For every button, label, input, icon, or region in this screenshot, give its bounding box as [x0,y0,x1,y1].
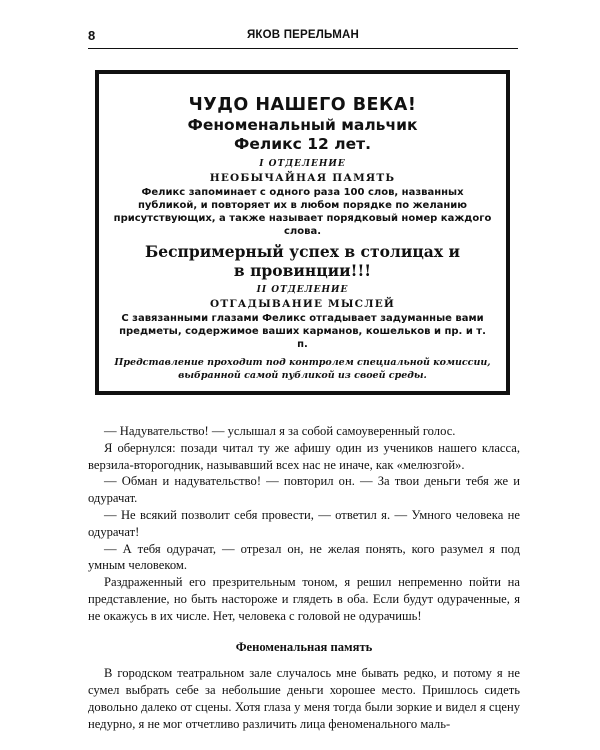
poster-note: Представление проходит под контролем специальной комиссии, выбранной самой публикой из своей среды. [114,357,491,381]
poster-section1-label: I ОТДЕЛЕНИЕ [259,159,346,169]
poster-success-line2: в провинции!!! [233,261,372,280]
poster-section1-body: Феликс запоминает с одного раза 100 слов, названных публикой, и повторяет их в любом порядке по желанию присутствующих, а также называет порядковый номер каждого слова. [113,187,492,237]
poster-section1-title: НЕОБЫЧАЙНАЯ ПАМЯТЬ [209,172,396,184]
paragraph: — Не всякий позволит себя провести, — ответил я. — Умного человека не одурачат! [88,507,520,539]
page-header [88,26,518,49]
poster-section2-title: ОТГАДЫВАНИЕ МЫСЛЕЙ [209,298,396,310]
poster-box [95,70,510,395]
page-number: 8 [88,28,96,43]
poster-subtitle-line1: Феноменальный мальчик [187,116,418,134]
poster-section2-label: II ОТДЕЛЕНИЕ [256,285,349,295]
poster-section2-body: С завязанными глазами Феликс отгадывает задуманные вами предметы, содержимое ваших карманов, кошельков и пр. и т. п. [119,313,486,350]
paragraph: — Обман и надувательство! — повторил он. — За твои деньги тебя же и одурачат. [88,474,520,506]
section-title: Феноменальная память [235,639,373,654]
body-text [88,423,520,733]
poster-title: ЧУДО НАШЕГО ВЕКА! [188,95,417,115]
paragraph: — Надувательство! — услышал я за собой самоуверенный голос. [104,424,456,438]
running-head: ЯКОВ ПЕРЕЛЬМАН [246,29,360,41]
poster-subtitle-line2: Феликс 12 лет. [234,135,371,153]
paragraph: Раздраженный его презрительным тоном, я решил непременно пойти на представление, но быть настороже и глядеть в оба. Если будут одураченные, я не окажусь в их числе. Нет, человека с головой не одурачишь! [88,575,520,623]
paragraph: В городском театральном зале случалось мне бывать редко, и потому я не сумел выбрать себе за небольшие деньги хорошее место. Пришлось сидеть довольно далеко от сцены. Хотя глаза у меня тогда были зоркие и видел я сцену недурно, я не мог отчетливо различить лица феноменального маль- [88,666,520,731]
poster-success-line1: Беспримерный успех в столицах и [145,242,460,261]
paragraph: Я обернулся: позади читал ту же афишу один из учеников нашего класса, верзила-второгодник, называвший всех нас не иначе, как «мелюзгой». [88,440,520,472]
paragraph: — А тебя одурачат, — отрезал он, не желая понять, кого разумел я под умным человеком. [88,541,520,573]
